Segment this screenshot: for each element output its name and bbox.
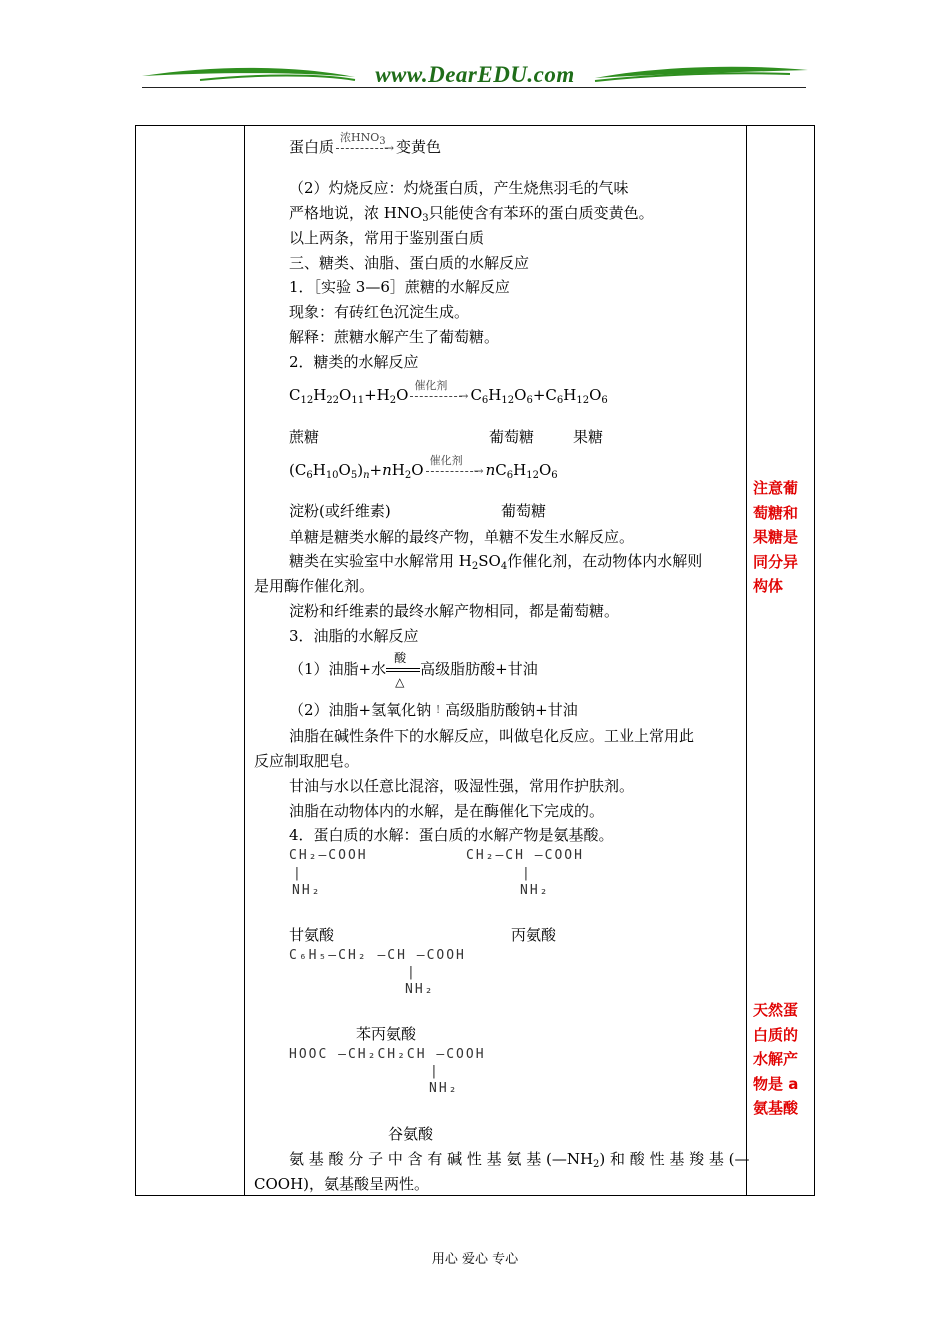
line-fat-enzyme: 油脂在动物体内的水解，是在酶催化下完成的。 (289, 802, 605, 820)
reaction-arrow: 浓$HNO_3$ → (334, 139, 388, 157)
line-protein-color: 蛋白质 浓$HNO_3$ → 变黄色 (289, 131, 442, 156)
equation-fat-acid: （1）油脂+水 酸 △ 高级脂肪酸+甘油 (289, 651, 538, 689)
glutamic-bond: | (430, 1064, 440, 1079)
alanine-nh2: NH₂ (520, 883, 550, 898)
label-glucose: 葡萄糖 (489, 428, 535, 446)
column-divider-2 (746, 126, 747, 1195)
line-amphoteric: 氨 基 酸 分 子 中 含 有 碱 性 基 氨 基 $(—NH_2)$ 和 酸 性 基 羧 基 (— (289, 1150, 750, 1170)
main-cell (246, 126, 750, 1195)
section-heading: 三、糖类、油脂、蛋白质的水解反应 (289, 254, 530, 272)
note-isomer: 注意葡萄糖和果糖是同分异构体 (753, 479, 799, 595)
content-table (135, 125, 815, 1196)
line-fat-heading: 3．油脂的水解反应 (289, 627, 419, 645)
phenylalanine-bond: | (407, 965, 417, 980)
line-sugar-heading: 2．糖类的水解反应 (289, 353, 419, 371)
line-protein-hydrolysis: 4．蛋白质的水解：蛋白质的水解产物是氨基酸。 (289, 826, 614, 844)
page-footer: 用心 爱心 专心 (431, 1252, 519, 1267)
header-rule (142, 87, 806, 88)
line-monosaccharide: 单糖是糖类水解的最终产物，单糖不发生水解反应。 (289, 528, 635, 546)
line-explain: 解释：蔗糖水解产生了葡萄糖。 (289, 328, 500, 346)
line-enzyme: 是用酶作催化剂。 (254, 577, 375, 595)
alanine-bond: | (522, 866, 532, 881)
line-glycerol: 甘油与水以任意比混溶，吸湿性强，常用作护肤剂。 (289, 777, 635, 795)
phenylalanine-nh2: NH₂ (405, 982, 435, 997)
equation-fat-base: （2）油脂+氢氧化钠 ! 高级脂肪酸钠+甘油 (289, 701, 578, 719)
reaction-arrow: 催化剂 → (408, 387, 462, 405)
line-saponification: 油脂在碱性条件下的水解反应，叫做皂化反应。工业上常用此 (289, 727, 695, 745)
label-sucrose: 蔗糖 (289, 428, 320, 446)
note-amino-acid: 天然蛋白质的水解产物是 a 氨基酸 (753, 1001, 799, 1117)
reaction-arrow: 催化剂 → (424, 462, 478, 480)
glycine-formula: CH₂—COOH (289, 848, 368, 863)
line-identify: 以上两条，常用于鉴别蛋白质 (289, 229, 485, 247)
label-phenylalanine: 苯丙氨酸 (356, 1025, 417, 1043)
line-burn: （2）灼烧反应：灼烧蛋白质，产生烧焦羽毛的气味 (289, 179, 629, 197)
label-glutamic: 谷氨酸 (388, 1125, 434, 1143)
equation-starch: $(C_6H_{10}O_5)_n+nH_2O$ 催化剂 → $nC_6H_{12}O_6$ (289, 454, 558, 481)
phenylalanine-formula: C₆H₅—CH₂ —CH —COOH (289, 948, 466, 963)
site-logo[interactable]: www.DearEDU.com (375, 62, 575, 87)
glycine-bond: | (293, 866, 303, 881)
label-starch: 淀粉(或纤维素) (289, 502, 391, 520)
line-catalyst: 糖类在实验室中水解常用 $H_2SO_4$作催化剂，在动物体内水解则 (289, 552, 703, 572)
glutamic-formula: HOOC —CH₂CH₂CH —COOH (289, 1047, 486, 1062)
line-starch-cellulose: 淀粉和纤维素的最终水解产物相同，都是葡萄糖。 (289, 602, 620, 620)
glycine-nh2: NH₂ (292, 883, 322, 898)
equilibrium-arrow: 酸 △ (386, 661, 420, 679)
glutamic-nh2: NH₂ (429, 1081, 459, 1096)
equation-sucrose: $C_{12}H_{22}O_{11}+H_2O$ 催化剂 → $C_6H_{12}O_6+C_6H_{12}O_6$ (289, 379, 608, 406)
label-fructose: 果糖 (573, 428, 604, 446)
label-glucose-2: 葡萄糖 (501, 502, 547, 520)
alanine-formula: CH₂—CH —COOH (466, 848, 584, 863)
line-experiment: 1．［实验 3—6］蔗糖的水解反应 (289, 278, 510, 296)
line-amphoteric-end: COOH)，氨基酸呈两性。 (254, 1175, 430, 1193)
line-phenomenon: 现象：有砖红色沉淀生成。 (289, 303, 470, 321)
label-glycine: 甘氨酸 (289, 926, 335, 944)
label-alanine: 丙氨酸 (511, 926, 557, 944)
line-strict: 严格地说，浓 $HNO_3$只能使含有苯环的蛋白质变黄色。 (289, 204, 654, 224)
column-divider-1 (244, 126, 245, 1195)
line-soap: 反应制取肥皂。 (254, 752, 360, 770)
